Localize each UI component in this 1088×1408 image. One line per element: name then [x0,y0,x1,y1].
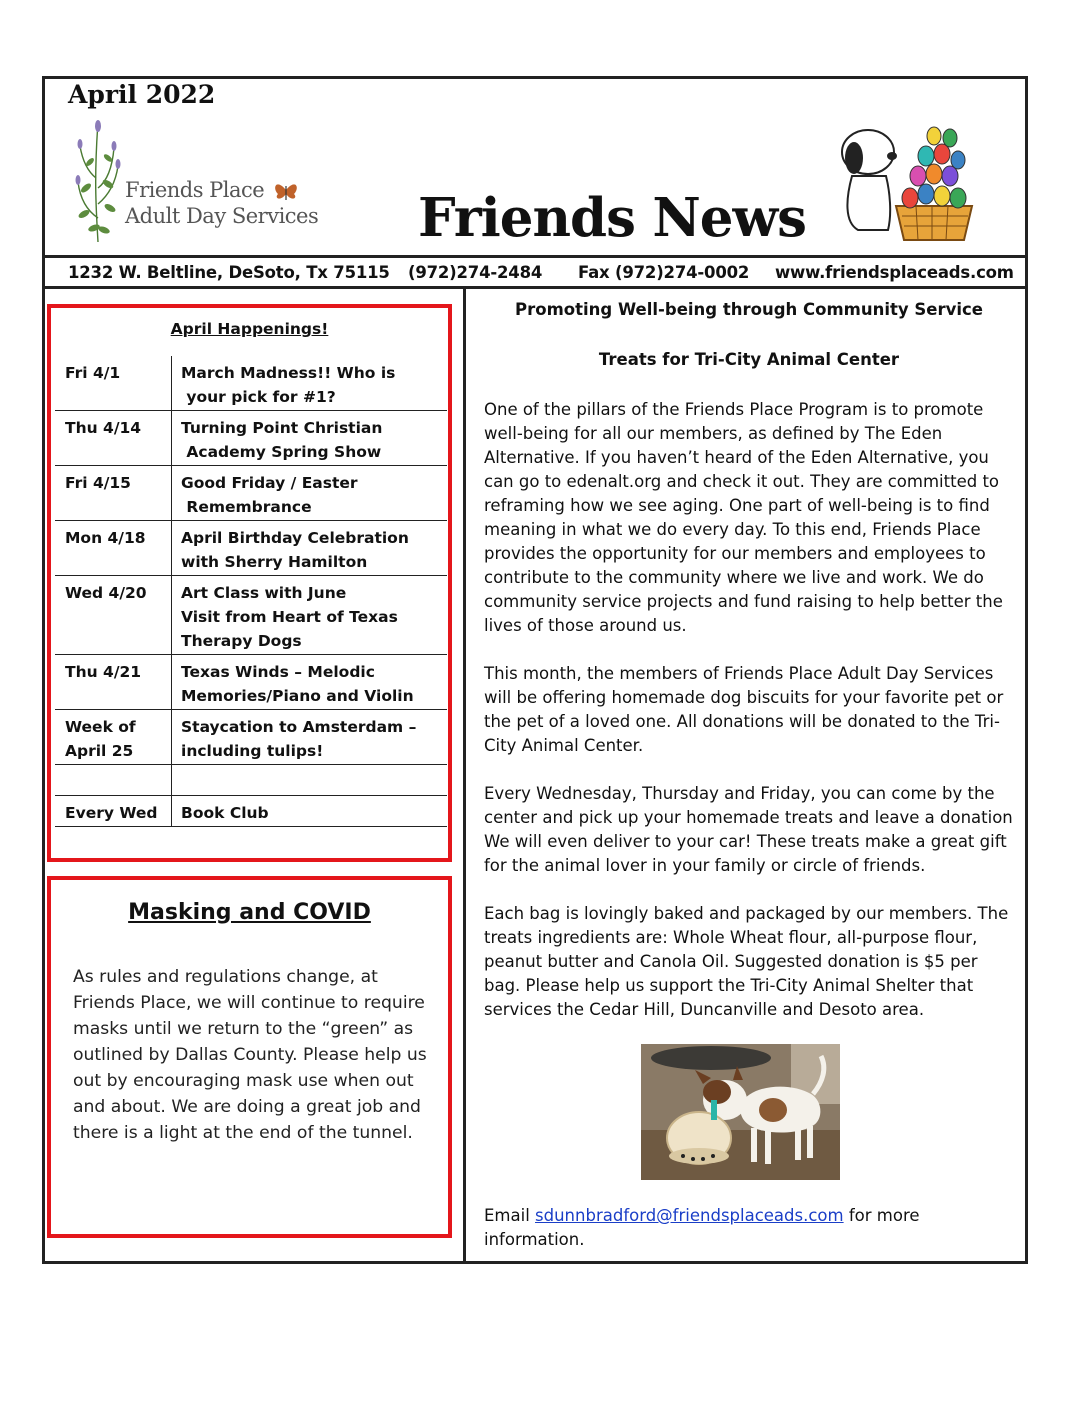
address-bar [42,259,1028,286]
happening-row [55,576,447,655]
article-paragraph-1: One of the pillars of the Friends Place Program is to promote well-being for all our members, as defined by The Eden Alternative. If you haven’t heard of the Eden Alternative, you can go to edenalt.org and check it out. They are committed to reframing how we see aging. One part of well-being is to find meaning in what we do every day. To this end, Friends Place provides the opportunity for our members and employees to contribute to the community where we live and work. We do community service projects and fund raising to help better the lives of those around us. [484,400,1003,635]
header-divider [42,255,1028,258]
happenings-table [55,356,447,827]
happening-event: April Birthday Celebration with Sherry Hamilton [172,521,448,576]
article-column [484,298,1014,1022]
email-line [484,1204,1014,1252]
happening-date: Week of April 25 [55,710,172,765]
masthead-title: Friends News [418,187,806,249]
happening-event: Staycation to Amsterdam – including tulips! [172,710,448,765]
happening-date: Wed 4/20 [55,576,172,655]
dog-photo [641,1044,840,1180]
article-paragraph-4: Each bag is lovingly baked and packaged by our members. The treats ingredients are: Whole Wheat flour, all-purpose flour, peanut butter and Canola Oil. Suggested donation is $5 per bag. Please help us support the Tri-City Animal Shelter that services the Cedar Hill, Duncanville and Desoto area. [484,904,1009,1019]
article-subheading: Treats for Tri-City Animal Center [598,350,900,369]
issue-date: April 2022 [68,80,216,109]
article-heading: Promoting Well-being through Community Service [515,300,983,319]
april-happenings-box [47,304,452,862]
happening-event [172,765,448,796]
address: 1232 W. Beltline, DeSoto, Tx 75115 [68,263,390,282]
email-link[interactable]: sdunnbradford@friendsplaceads.com [535,1206,844,1225]
happening-date [55,765,172,796]
logo-text-line2: Adult Day Services [125,204,319,228]
happening-date: Fri 4/15 [55,466,172,521]
happening-event: Turning Point Christian Academy Spring Show [172,411,448,466]
article-paragraph-2: This month, the members of Friends Place Adult Day Services will be offering homemade dog biscuits for your favorite pet or the pet of a loved one. All donations will be donated to the Tri- City Animal Center. [484,664,1004,755]
email-prefix: Email [484,1206,536,1225]
happening-date: Every Wed [55,796,172,827]
happening-row [55,411,447,466]
happening-date: Mon 4/18 [55,521,172,576]
article-paragraph-3: Every Wednesday, Thursday and Friday, you can come by the center and pick up your homemade treats and leave a donation We will even deliver to your car! These treats make a great gift for the animal lover in your family or circle of friends. [484,784,1013,875]
snoopy-easter-basket-icon [832,118,982,244]
happening-date: Thu 4/14 [55,411,172,466]
covid-body: As rules and regulations change, at Friends Place, we will continue to require masks until we return to the “green” as outlined by Dallas County. Please help us out by encouraging mask use when out and about. We are doing a great job and there is a light at the end of the tunnel. [73,967,427,1143]
address-divider [42,286,1028,289]
happening-date: Fri 4/1 [55,356,172,411]
happening-event: March Madness!! Who is your pick for #1? [172,356,448,411]
happening-date: Thu 4/21 [55,655,172,710]
happening-event: Book Club [172,796,448,827]
happening-event: Art Class with June Visit from Heart of Texas Therapy Dogs [172,576,448,655]
column-divider [463,288,466,1264]
covid-box [47,876,452,1238]
logo-text-line1: Friends Place [125,178,265,202]
happening-row [55,710,447,765]
fax: Fax (972)274-0002 [578,263,750,282]
happening-event: Good Friday / Easter Remembrance [172,466,448,521]
happening-row [55,655,447,710]
phone: (972)274-2484 [408,263,543,282]
email-suffix: for more information. [484,1206,920,1249]
happening-row [55,356,447,411]
happenings-title: April Happenings! [170,320,329,338]
happening-row [55,796,447,827]
happening-row [55,765,447,796]
logo-text [125,177,318,229]
covid-title: Masking and COVID [128,900,371,925]
happening-row [55,521,447,576]
happening-row [55,466,447,521]
happening-event: Texas Winds – Melodic Memories/Piano and Violin [172,655,448,710]
website: www.friendsplaceads.com [775,263,1014,282]
